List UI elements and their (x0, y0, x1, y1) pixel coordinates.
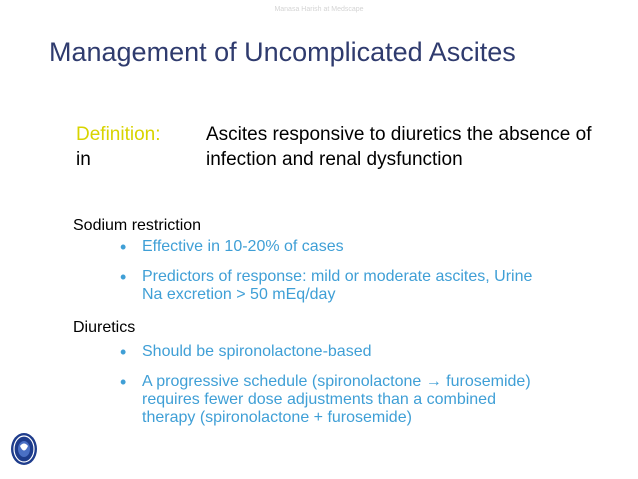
section-heading-sodium-restriction: Sodium restriction (73, 217, 202, 234)
society-seal-logo-icon (10, 432, 38, 466)
bullet-dot-icon: • (120, 342, 127, 362)
bullet-text: Effective in 10-20% of cases (142, 238, 344, 255)
definition-label-continued: in (76, 149, 91, 170)
definition-text: Ascites responsive to diuretics the absence of infection and renal dysfunction (206, 124, 592, 170)
bullet-text: A progressive schedule (spironolactone → furosemide) requires fewer dose adjustments than a combined therapy (spironolactone + furosemide) (142, 373, 531, 426)
bullet-item (120, 373, 550, 427)
bullet-item (120, 268, 550, 304)
bullet-dot-icon: • (120, 267, 127, 287)
slide-title: Management of Uncomplicated Ascites (49, 37, 516, 67)
bullet-dot-icon: • (120, 372, 127, 392)
watermark: Manasa Harish at Medscape (274, 6, 364, 13)
bullet-text: Predictors of response: mild or moderate ascites, Urine Na excretion > 50 mEq/day (142, 268, 533, 303)
bullet-text: Should be spironolactone-based (142, 343, 372, 360)
bullet-item (120, 343, 550, 361)
bullet-item (120, 238, 550, 256)
bullet-dot-icon: • (120, 237, 127, 257)
definition-label: Definition: (76, 124, 161, 145)
section-heading-diuretics: Diuretics (73, 319, 136, 336)
